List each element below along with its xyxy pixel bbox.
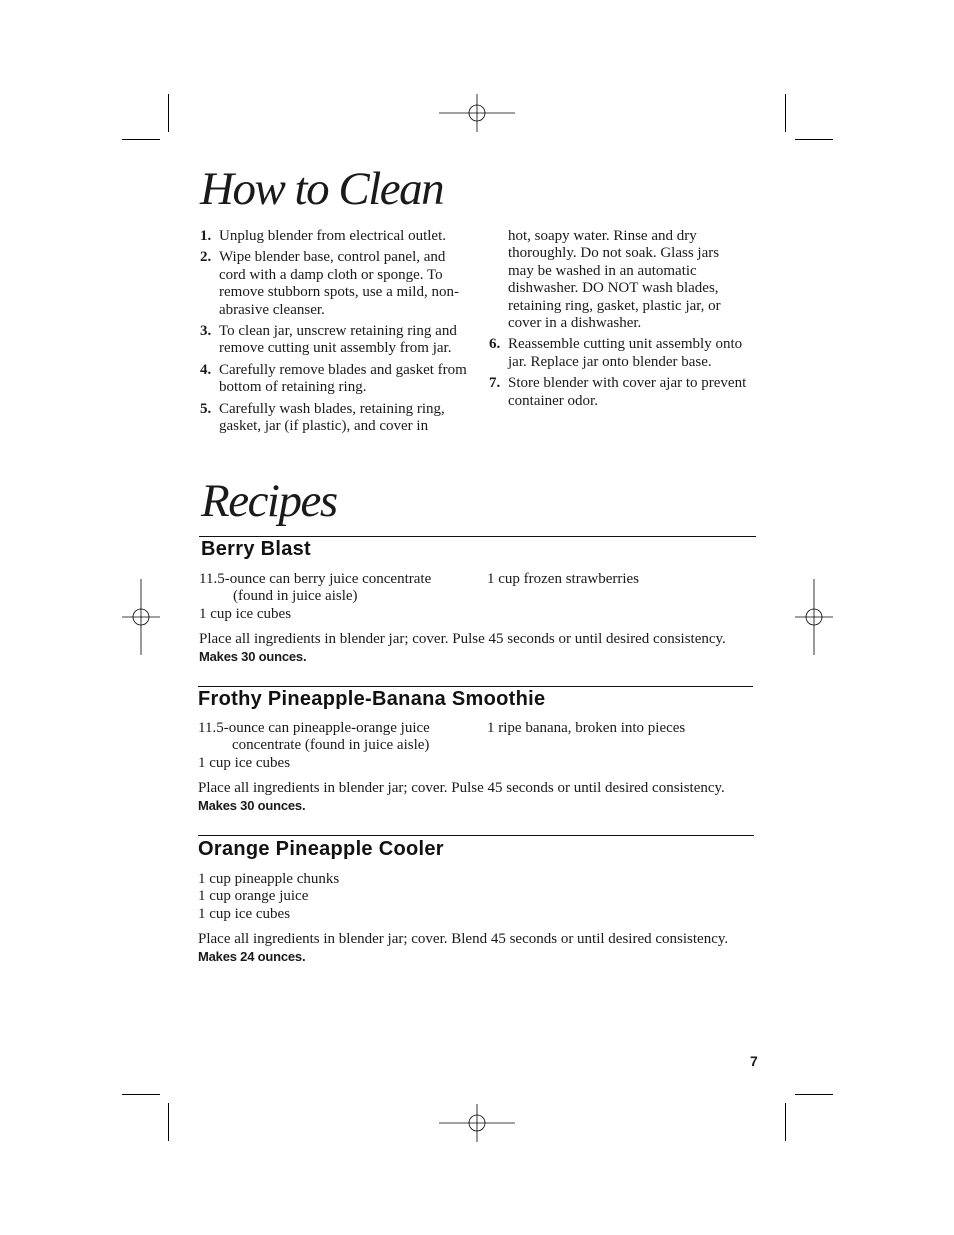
recipe-ingredients-left xyxy=(199,571,431,623)
clean-step xyxy=(200,362,472,397)
ingredient: 1 cup ice cubes xyxy=(198,754,291,771)
clean-step xyxy=(489,375,747,410)
crop-mark xyxy=(795,1094,833,1095)
recipe-ingredients-right xyxy=(487,571,639,588)
step-number: 3. xyxy=(200,323,212,340)
crop-mark xyxy=(122,139,160,140)
crop-mark xyxy=(795,139,833,140)
method-text: Place all ingredients in blender jar; cover. Blend 45 seconds or until desired consistency. xyxy=(198,931,729,947)
ingredient: 11.5-ounce can pineapple-orange juice xyxy=(198,720,430,736)
step-text: Store blender with cover ajar to prevent container odor. xyxy=(508,375,747,409)
page-title-how-to-clean: How to Clean xyxy=(200,163,444,215)
recipe-title: Berry Blast xyxy=(201,538,312,560)
ingredient: 1 cup orange juice xyxy=(198,888,309,905)
page-number: 7 xyxy=(750,1053,758,1069)
clean-step-continued xyxy=(489,228,747,332)
registration-mark-icon xyxy=(795,579,833,655)
step-number: 6. xyxy=(489,336,501,353)
method-text: Place all ingredients in blender jar; cover. Pulse 45 seconds or until desired consistency. xyxy=(198,780,725,796)
step-text: Reassemble cutting unit assembly onto jar. Replace jar onto blender base. xyxy=(508,336,743,370)
clean-step xyxy=(200,228,472,245)
step-text: Wipe blender base, control panel, and cord with a damp cloth or sponge. To remove stubborn spots, use a mild, non-abrasive cleanser. xyxy=(219,249,459,318)
step-text: Carefully wash blades, retaining ring, gasket, jar (if plastic), and cover in xyxy=(219,400,445,435)
recipe-title: Orange Pineapple Cooler xyxy=(198,838,444,860)
clean-step xyxy=(200,323,472,358)
clean-steps-column-left xyxy=(200,228,472,439)
recipe-divider xyxy=(198,686,753,687)
ingredient: 1 cup ice cubes xyxy=(199,605,292,622)
step-text: hot, soapy water. Rinse and dry thoroughly. Do not soak. Glass jars may be washed in an automatic dishwasher. DO NOT wash blades, retaining ring, gasket, plastic jar, or cover in a dishwasher. xyxy=(508,228,721,332)
registration-mark-icon xyxy=(439,1104,515,1142)
step-number: 4. xyxy=(200,361,212,378)
recipe-divider xyxy=(198,835,754,836)
step-text: Unplug blender from electrical outlet. xyxy=(219,228,446,244)
recipe-method xyxy=(199,631,759,667)
crop-mark xyxy=(168,94,169,132)
registration-mark-icon xyxy=(439,94,515,132)
clean-step xyxy=(200,249,472,319)
ingredient: 1 cup frozen strawberries xyxy=(487,571,640,587)
step-number: 1. xyxy=(200,228,212,244)
step-text: To clean jar, unscrew retaining ring and remove cutting unit assembly from jar. xyxy=(219,323,457,357)
recipe-title: Frothy Pineapple-Banana Smoothie xyxy=(198,688,546,710)
step-number: 7. xyxy=(489,375,501,392)
page-title-recipes: Recipes xyxy=(201,475,337,527)
clean-step xyxy=(489,336,747,371)
recipe-ingredients-left xyxy=(198,720,430,772)
crop-mark xyxy=(785,94,786,132)
crop-mark xyxy=(122,1094,160,1095)
clean-step xyxy=(200,401,472,436)
recipe-method xyxy=(198,780,758,816)
recipe-ingredients-left xyxy=(198,871,339,923)
ingredient: 1 cup ice cubes xyxy=(198,905,291,922)
recipe-yield: Makes 30 ounces. xyxy=(199,649,307,665)
recipe-divider xyxy=(199,536,756,537)
ingredient: 1 cup pineapple chunks xyxy=(198,871,340,887)
ingredient-note: concentrate (found in juice aisle) xyxy=(232,737,430,754)
step-text: Carefully remove blades and gasket from bottom of retaining ring. xyxy=(219,361,467,396)
step-number: 2. xyxy=(200,249,212,266)
step-number: 5. xyxy=(200,400,212,417)
ingredient-note: (found in juice aisle) xyxy=(233,588,358,605)
ingredient: 1 ripe banana, broken into pieces xyxy=(487,720,686,736)
recipe-ingredients-right xyxy=(487,720,685,737)
recipe-yield: Makes 24 ounces. xyxy=(198,949,306,965)
method-text: Place all ingredients in blender jar; cover. Pulse 45 seconds or until desired consistency. xyxy=(199,631,726,647)
recipe-method xyxy=(198,931,758,967)
clean-steps-column-right xyxy=(489,228,747,414)
recipe-yield: Makes 30 ounces. xyxy=(198,798,306,814)
crop-mark xyxy=(168,1103,169,1141)
registration-mark-icon xyxy=(122,579,160,655)
ingredient: 11.5-ounce can berry juice concentrate xyxy=(199,571,432,587)
crop-mark xyxy=(785,1103,786,1141)
